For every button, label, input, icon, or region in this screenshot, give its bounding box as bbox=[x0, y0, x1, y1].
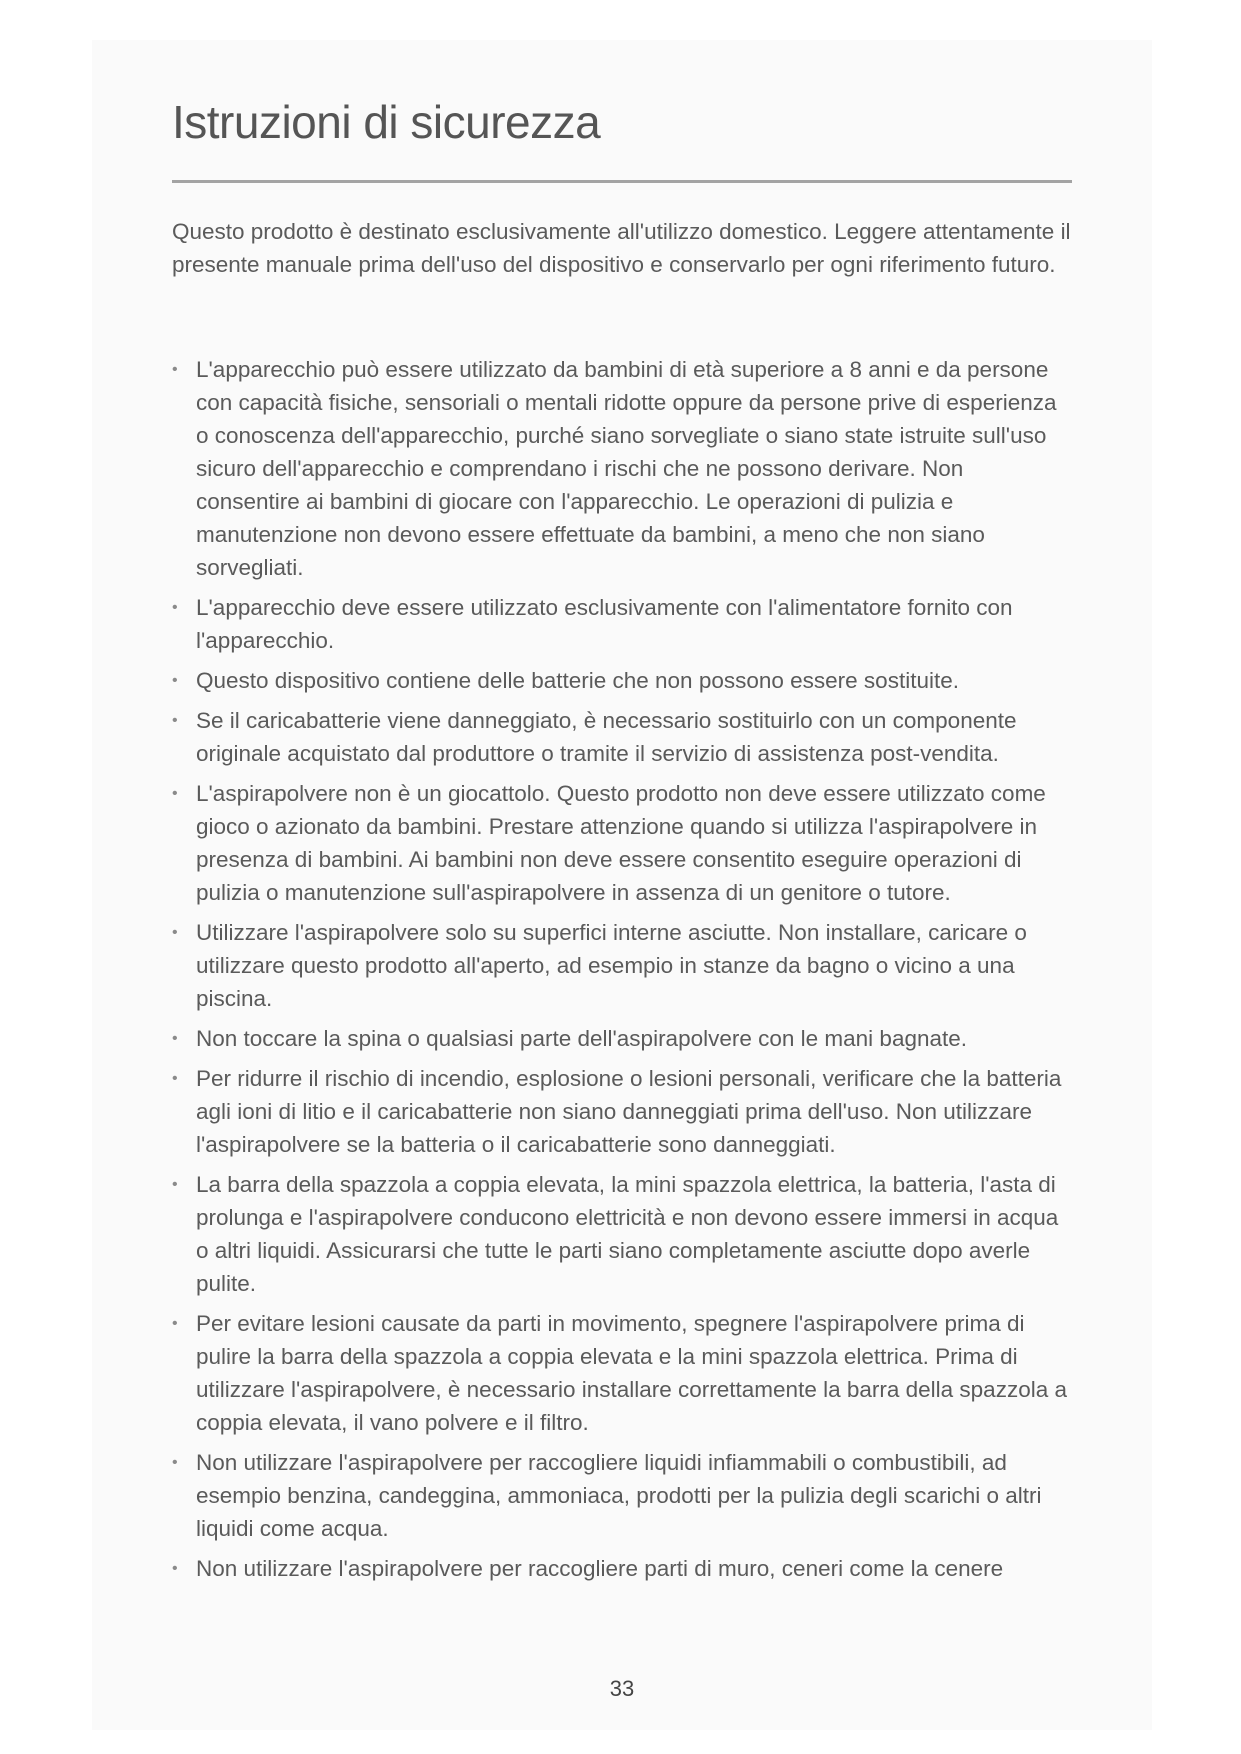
bullet-dot-icon: • bbox=[172, 1454, 178, 1471]
title-divider bbox=[172, 180, 1072, 183]
bullet-item bbox=[172, 591, 1072, 657]
bullet-item bbox=[172, 1552, 1072, 1585]
bullet-item bbox=[172, 1168, 1072, 1300]
bullet-text: Se il caricabatterie viene danneggiato, è necessario sostituirlo con un componente originale acquistato dal produttore o tramite il servizio di assistenza post-vendita. bbox=[196, 708, 1017, 766]
bullet-text: Non utilizzare l'aspirapolvere per raccogliere parti di muro, ceneri come la cenere bbox=[196, 1556, 1004, 1581]
intro-paragraph: Questo prodotto è destinato esclusivamente all'utilizzo domestico. Leggere attentamente il presente manuale prima dell'uso del dispositivo e conservarlo per ogni riferimento futuro. bbox=[172, 219, 1071, 277]
bullet-dot-icon: • bbox=[172, 785, 178, 802]
bullet-item bbox=[172, 704, 1072, 770]
bullet-dot-icon: • bbox=[172, 1030, 178, 1047]
bullet-dot-icon: • bbox=[172, 924, 178, 941]
bullet-text: Non utilizzare l'aspirapolvere per raccogliere liquidi infiammabili o combustibili, ad esempio benzina, candeggina, ammoniaca, prodotti per la pulizia degli scarichi o altri liquidi come acqua. bbox=[196, 1450, 1042, 1541]
bullet-dot-icon: • bbox=[172, 1560, 178, 1577]
bullet-text: L'apparecchio può essere utilizzato da bambini di età superiore a 8 anni e da persone con capacità fisiche, sensoriali o mentali ridotte oppure da persone prive di esperienza o conoscenza dell'apparecchio, purché siano sorvegliate o siano state istruite sull'uso sicuro dell'apparecchio e comprendano i rischi che ne possono derivare. Non consentire ai bambini di giocare con l'apparecchio. Le operazioni di pulizia e manutenzione non devono essere effettuate da bambini, a meno che non siano sorvegliati. bbox=[196, 357, 1057, 580]
safety-bullet-list bbox=[172, 353, 1072, 1592]
bullet-dot-icon: • bbox=[172, 1070, 178, 1087]
page-number: 33 bbox=[609, 1676, 635, 1701]
bullet-text: L'apparecchio deve essere utilizzato esclusivamente con l'alimentatore fornito con l'apparecchio. bbox=[196, 595, 1013, 653]
bullet-dot-icon: • bbox=[172, 1315, 178, 1332]
bullet-text: Questo dispositivo contiene delle batterie che non possono essere sostituite. bbox=[196, 668, 959, 693]
bullet-item bbox=[172, 916, 1072, 1015]
bullet-item bbox=[172, 1307, 1072, 1439]
bullet-text: Non toccare la spina o qualsiasi parte dell'aspirapolvere con le mani bagnate. bbox=[196, 1026, 968, 1051]
bullet-dot-icon: • bbox=[172, 712, 178, 729]
document-page bbox=[172, 0, 1072, 1754]
bullet-text: L'aspirapolvere non è un giocattolo. Questo prodotto non deve essere utilizzato come gioco o azionato da bambini. Prestare attenzione quando si utilizza l'aspirapolvere in presenza di bambini. Ai bambini non deve essere consentito eseguire operazioni di pulizia o manutenzione sull'aspirapolvere in assenza di un genitore o tutore. bbox=[196, 781, 1046, 905]
bullet-item bbox=[172, 1062, 1072, 1161]
bullet-item bbox=[172, 1446, 1072, 1545]
bullet-item bbox=[172, 1022, 1072, 1055]
bullet-text: Per evitare lesioni causate da parti in movimento, spegnere l'aspirapolvere prima di pulire la barra della spazzola a coppia elevata e la mini spazzola elettrica. Prima di utilizzare l'aspirapolvere, è necessario installare correttamente la barra della spazzola a coppia elevata, il vano polvere e il filtro. bbox=[196, 1311, 1067, 1435]
bullet-dot-icon: • bbox=[172, 361, 178, 378]
page-title: Istruzioni di sicurezza bbox=[172, 96, 601, 148]
bullet-item bbox=[172, 664, 1072, 697]
bullet-item bbox=[172, 777, 1072, 909]
bullet-text: Utilizzare l'aspirapolvere solo su superfici interne asciutte. Non installare, caricare o utilizzare questo prodotto all'aperto, ad esempio in stanze da bagno o vicino a una piscina. bbox=[196, 920, 1027, 1011]
bullet-dot-icon: • bbox=[172, 672, 178, 689]
bullet-text: Per ridurre il rischio di incendio, esplosione o lesioni personali, verificare che la batteria agli ioni di litio e il caricabatterie non siano danneggiati prima dell'uso. Non utilizzare l'aspirapolvere se la batteria o il caricabatterie sono danneggiati. bbox=[196, 1066, 1062, 1157]
bullet-text: La barra della spazzola a coppia elevata, la mini spazzola elettrica, la batteria, l'asta di prolunga e l'aspirapolvere conducono elettricità e non devono essere immersi in acqua o altri liquidi. Assicurarsi che tutte le parti siano completamente asciutte dopo averle pulite. bbox=[196, 1172, 1059, 1296]
bullet-item bbox=[172, 353, 1072, 584]
bullet-dot-icon: • bbox=[172, 599, 178, 616]
bullet-dot-icon: • bbox=[172, 1176, 178, 1193]
